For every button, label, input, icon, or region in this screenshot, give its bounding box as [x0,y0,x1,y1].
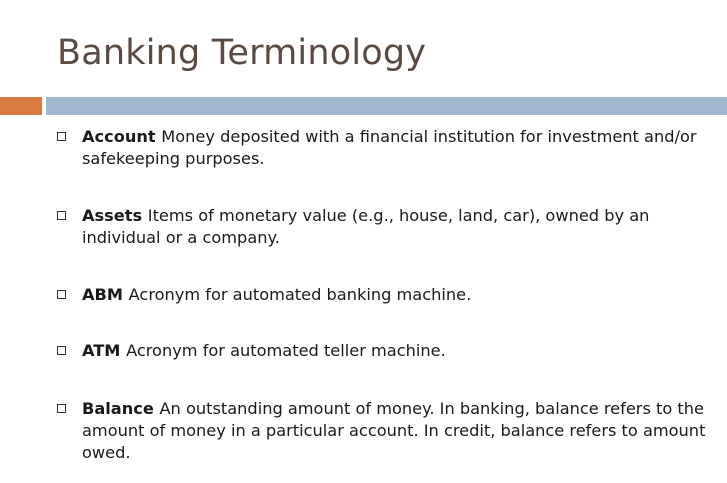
square-bullet-icon [57,404,66,413]
term: Balance [82,399,160,418]
definition: Items of monetary value (e.g., house, land, car), owned by an individual or a company. [82,206,650,247]
square-bullet-icon [57,290,66,299]
square-bullet-icon [57,132,66,141]
list-item-assets [57,205,707,249]
list-item-abm [57,284,471,306]
definition: Acronym for automated banking machine. [128,285,472,304]
title-underline-bar [46,97,727,115]
slide-title: Banking Terminology [57,33,427,73]
term: Assets [82,206,148,225]
square-bullet-icon [57,211,66,220]
list-item-balance [57,398,707,464]
list-item-atm [57,340,446,362]
term: Account [82,127,162,146]
term: ABM [82,285,129,304]
definition: An outstanding amount of money. In banking, balance refers to the amount of money in a particular account. In credit, balance refers to amount owed. [82,399,706,462]
list-item-account [57,126,707,170]
definition: Money deposited with a financial institution for investment and/or safekeeping purposes. [82,127,697,168]
definition: Acronym for automated teller machine. [126,341,446,360]
accent-bar [0,97,42,115]
term: ATM [82,341,127,360]
square-bullet-icon [57,346,66,355]
